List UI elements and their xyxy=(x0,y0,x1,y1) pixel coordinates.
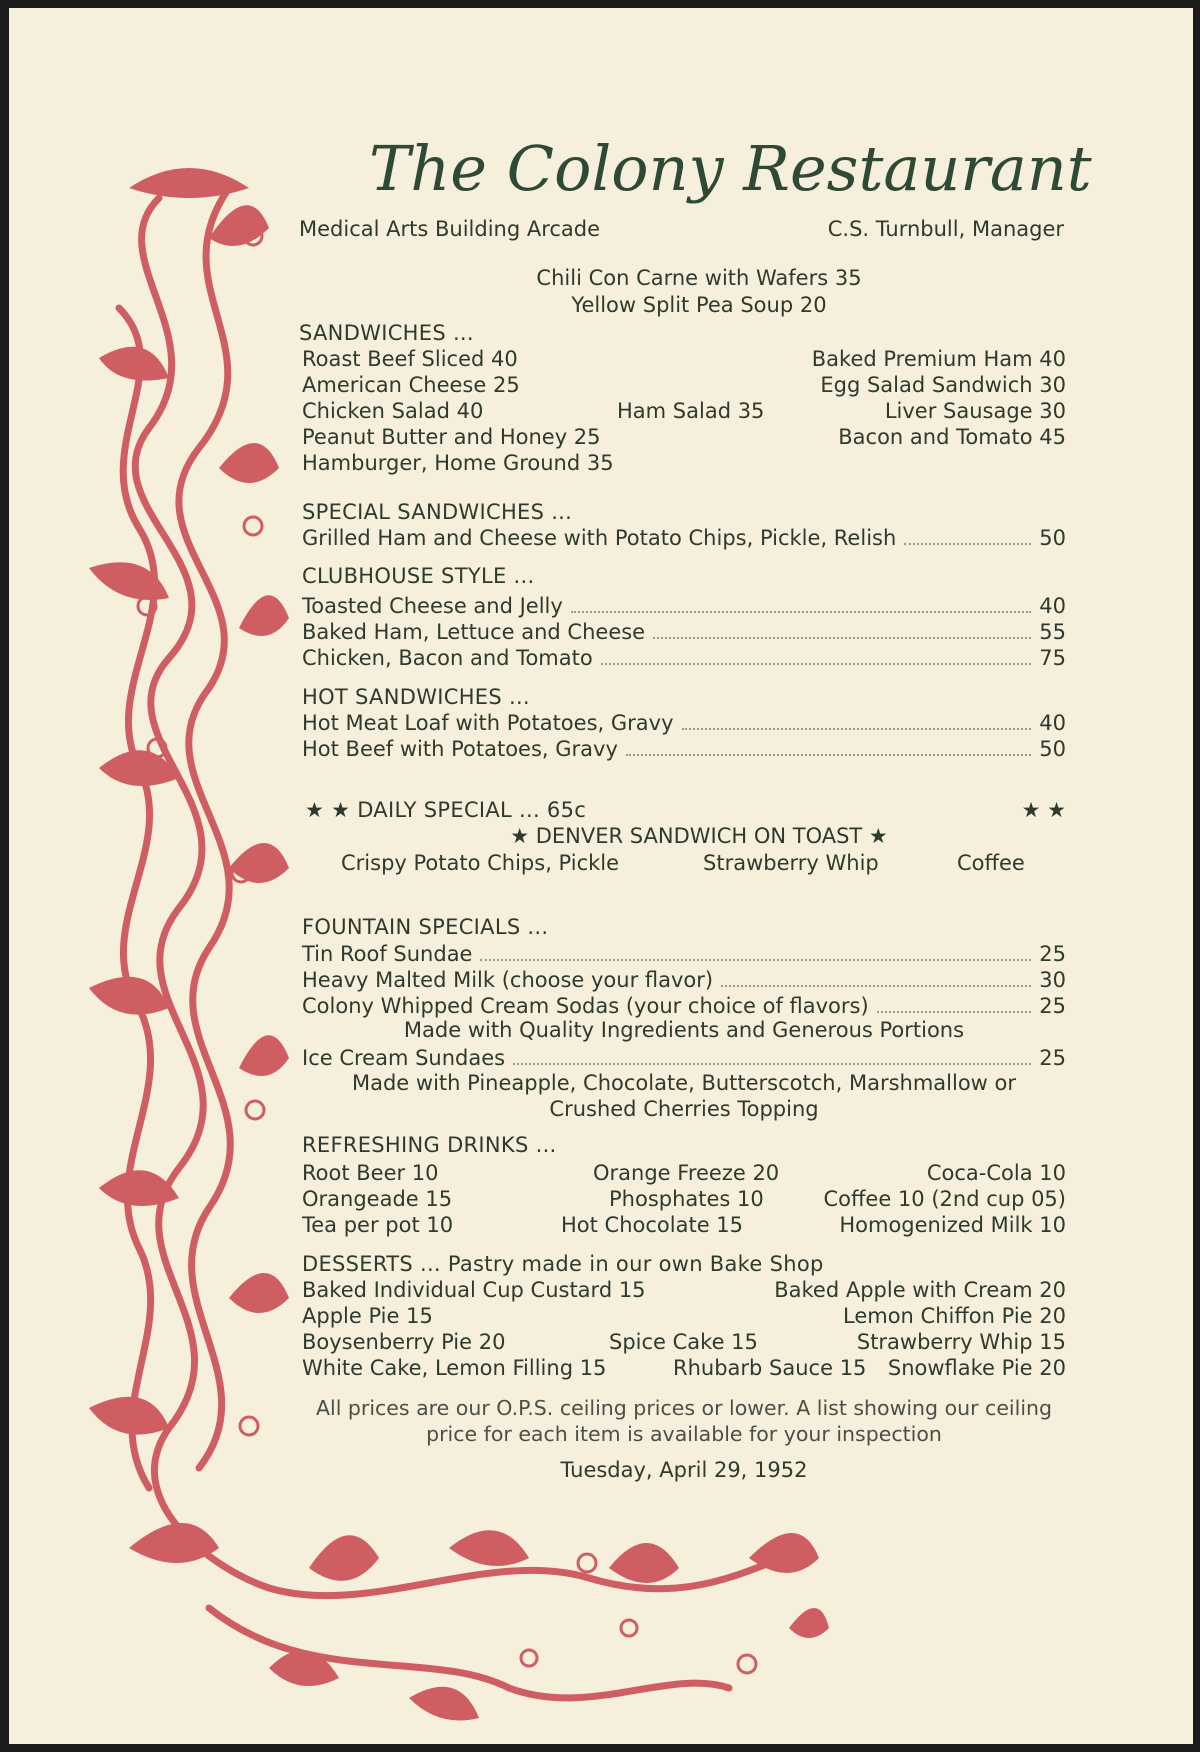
sandwich-item: Hamburger, Home Ground 35 xyxy=(302,451,614,475)
dot-leader xyxy=(877,997,1032,1013)
drink-item: Orange Freeze 20 xyxy=(593,1161,780,1185)
star-ornament: ★ ★ xyxy=(1021,798,1066,822)
item-price: 50 xyxy=(1039,737,1066,761)
menu-row xyxy=(302,526,1066,550)
menu-row xyxy=(302,711,1066,735)
item-price: 25 xyxy=(1039,1046,1066,1070)
sandwich-item: Chicken Salad 40 xyxy=(302,399,484,423)
sandwich-item: Liver Sausage 30 xyxy=(884,399,1066,423)
item-price: 25 xyxy=(1039,942,1066,966)
dot-leader xyxy=(626,740,1031,756)
dessert-item: Rhubarb Sauce 15 xyxy=(673,1356,867,1380)
dessert-item: Strawberry Whip 15 xyxy=(856,1330,1066,1354)
item-price: 75 xyxy=(1039,646,1066,670)
sandwich-item: Bacon and Tomato 45 xyxy=(838,425,1066,449)
menu-row xyxy=(302,994,1066,1018)
item-price: 55 xyxy=(1039,620,1066,644)
dessert-item: Lemon Chiffon Pie 20 xyxy=(842,1304,1066,1328)
item-price: 40 xyxy=(1039,711,1066,735)
hot-sandwiches-heading: HOT SANDWICHES ... xyxy=(302,685,530,709)
item-name: Grilled Ham and Cheese with Potato Chips, Pickle, Relish xyxy=(302,526,897,550)
dot-leader xyxy=(480,945,1031,961)
daily-special-side: Strawberry Whip xyxy=(703,851,879,875)
price-notice: All prices are our O.P.S. ceiling prices or lower. A list showing our ceiling xyxy=(315,1396,1053,1420)
menu-page xyxy=(9,8,1193,1744)
dessert-item: Spice Cake 15 xyxy=(609,1330,758,1354)
menu-row xyxy=(302,594,1066,618)
menu-date: Tuesday, April 29, 1952 xyxy=(560,1458,808,1482)
item-name: Colony Whipped Cream Sodas (your choice of flavors) xyxy=(302,994,869,1018)
item-price: 40 xyxy=(1039,594,1066,618)
item-name: Heavy Malted Milk (choose your flavor) xyxy=(302,968,714,992)
item-name: Hot Meat Loaf with Potatoes, Gravy xyxy=(302,711,674,735)
item-name: Hot Beef with Potatoes, Gravy xyxy=(302,737,618,761)
drink-item: Coffee 10 (2nd cup 05) xyxy=(823,1187,1066,1211)
menu-row xyxy=(302,646,1066,670)
daily-special-heading: ★ ★ DAILY SPECIAL ... 65c xyxy=(305,798,587,822)
daily-special-side: Crispy Potato Chips, Pickle xyxy=(341,851,620,875)
drink-item: Phosphates 10 xyxy=(609,1187,764,1211)
drink-item: Homogenized Milk 10 xyxy=(839,1213,1066,1237)
menu-row xyxy=(302,968,1066,992)
dot-leader xyxy=(721,971,1031,987)
dot-leader xyxy=(601,649,1032,665)
sandwich-item: American Cheese 25 xyxy=(302,373,520,397)
item-price: 30 xyxy=(1039,968,1066,992)
location-text: Medical Arts Building Arcade xyxy=(299,217,601,241)
sandwiches-heading: SANDWICHES ... xyxy=(299,321,474,345)
sandwich-item: Baked Premium Ham 40 xyxy=(811,347,1066,371)
dot-leader xyxy=(571,597,1031,613)
fountain-heading: FOUNTAIN SPECIALS ... xyxy=(302,915,549,939)
dot-leader xyxy=(682,714,1032,730)
menu-row xyxy=(302,942,1066,966)
sandwich-item: Peanut Butter and Honey 25 xyxy=(302,425,601,449)
menu-row xyxy=(302,1046,1066,1070)
dessert-item: Baked Apple with Cream 20 xyxy=(774,1278,1066,1302)
drink-item: Tea per pot 10 xyxy=(302,1213,454,1237)
dessert-item: Snowflake Pie 20 xyxy=(887,1356,1066,1380)
dessert-item: Baked Individual Cup Custard 15 xyxy=(302,1278,646,1302)
fountain-note: Made with Pineapple, Chocolate, Butterscotch, Marshmallow or xyxy=(351,1071,1017,1095)
item-name: Chicken, Bacon and Tomato xyxy=(302,646,593,670)
drinks-heading: REFRESHING DRINKS ... xyxy=(302,1133,557,1157)
item-price: 50 xyxy=(1039,526,1066,550)
dot-leader xyxy=(653,623,1031,639)
item-name: Ice Cream Sundaes xyxy=(302,1046,506,1070)
sandwich-item: Roast Beef Sliced 40 xyxy=(302,347,518,371)
sandwich-item: Egg Salad Sandwich 30 xyxy=(820,373,1066,397)
manager-text: C.S. Turnbull, Manager xyxy=(827,217,1064,241)
menu-row xyxy=(302,620,1066,644)
special-sandwiches-heading: SPECIAL SANDWICHES ... xyxy=(302,500,573,524)
clubhouse-heading: CLUBHOUSE STYLE ... xyxy=(302,564,535,588)
fountain-note: Made with Quality Ingredients and Generous Portions xyxy=(403,1018,965,1042)
drink-item: Hot Chocolate 15 xyxy=(561,1213,744,1237)
dessert-item: White Cake, Lemon Filling 15 xyxy=(302,1356,607,1380)
dot-leader xyxy=(513,1049,1031,1065)
dessert-item: Apple Pie 15 xyxy=(302,1304,433,1328)
menu-row xyxy=(302,737,1066,761)
soup-item: Chili Con Carne with Wafers 35 xyxy=(536,266,862,290)
fountain-note: Crushed Cherries Topping xyxy=(549,1097,819,1121)
daily-special-main: ★ DENVER SANDWICH ON TOAST ★ xyxy=(510,824,888,848)
desserts-heading: DESSERTS ... Pastry made in our own Bake Shop xyxy=(302,1252,824,1276)
dessert-item: Boysenberry Pie 20 xyxy=(302,1330,506,1354)
soup-item: Yellow Split Pea Soup 20 xyxy=(571,293,827,317)
item-name: Baked Ham, Lettuce and Cheese xyxy=(302,620,646,644)
item-name: Tin Roof Sundae xyxy=(302,942,473,966)
drink-item: Root Beer 10 xyxy=(302,1161,439,1185)
price-notice: price for each item is available for your inspection xyxy=(426,1422,942,1446)
daily-special-side: Coffee xyxy=(957,851,1025,875)
restaurant-title: The Colony Restaurant xyxy=(369,132,1092,205)
sandwich-item: Ham Salad 35 xyxy=(617,399,765,423)
item-price: 25 xyxy=(1039,994,1066,1018)
drink-item: Coca-Cola 10 xyxy=(926,1161,1066,1185)
item-name: Toasted Cheese and Jelly xyxy=(302,594,563,618)
drink-item: Orangeade 15 xyxy=(302,1187,453,1211)
dot-leader xyxy=(904,529,1031,545)
